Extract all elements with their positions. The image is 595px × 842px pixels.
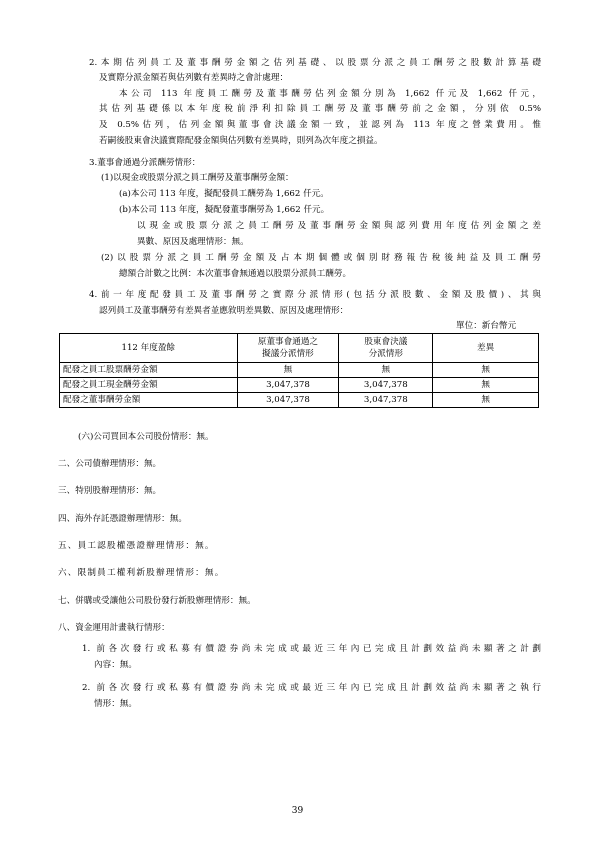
row-difference: 無 [433, 393, 539, 408]
fund-item2-line1: 2. 前各次發行或私募有價證券尚未完成或最近三年內已完成且計劃效益尚未顯著之執行 [82, 683, 541, 693]
row-item: 配發之員工現金酬勞金額 [60, 378, 238, 393]
s43-item-c1: 以現金或股票分派之員工酬勞及董事酬勞金額與認列費用年度估列金額之差 [137, 221, 541, 231]
s43-item-b: (b)本公司 113 年度，擬配發董事酬勞為 1,662 仟元。 [119, 205, 330, 215]
table-row [60, 393, 539, 408]
row-difference: 無 [433, 363, 539, 378]
s42-line3: 本公司 113 年度員工酬勞及董事酬勞估列金額分別為 1,662 仟元及 1,662 仟元， [119, 89, 541, 99]
heading-employee-stock-options: 五、員工認股權憑證辦理情形：無。 [58, 541, 215, 551]
row-shareholders: 無 [339, 363, 433, 378]
header-item: 112 年度盈餘 [60, 334, 238, 363]
header-board-line2: 擬議分派情形 [262, 349, 314, 359]
heading-fund-utilization: 八、資金運用計畫執行情形： [58, 623, 170, 633]
row-board: 無 [237, 363, 339, 378]
s42-line2: 及實際分派金額若與估列數有差異時之會計處理： [99, 73, 289, 83]
header-sh-line1: 股東會決議 [364, 337, 408, 347]
header-sh-line2: 分派情形 [368, 349, 403, 359]
s42-line5: 及 0.5%估列，估列金額與董事會決議金額一致，並認列為 113 年度之營業費用。惟 [99, 120, 541, 130]
s43-title: 3.董事會通過分派酬勞情形： [89, 158, 201, 168]
fund-item1-line1: 1. 前各次發行或私募有價證券尚未完成或最近三年內已完成且計劃效益尚未顯著之計劃 [82, 644, 541, 654]
heading-preferred-shares: 三、特別股辦理情形：無。 [58, 486, 162, 496]
row-item: 配發之員工股票酬勞金額 [60, 363, 238, 378]
bonus-distribution-table [59, 333, 539, 408]
table-row [60, 363, 539, 378]
header-board-line1: 原董事會通過之 [257, 337, 319, 347]
heading-mergers: 七、併購或受讓他公司股份發行新股辦理情形：無。 [58, 596, 256, 606]
row-difference: 無 [433, 378, 539, 393]
header-board [237, 334, 339, 363]
s43-item2-line1: (2)以股票分派之員工酬勞金額及占本期個體或個別財務報告稅後純益及員工酬勞 [101, 253, 541, 263]
s44-line1: 4.前一年度配發員工及董事酬勞之實際分派情形(包括分派股數、金額及股價)、其與 [89, 290, 541, 300]
s43-item-c2: 異數、原因及處理情形：無。 [137, 237, 249, 247]
header-shareholders [339, 334, 433, 363]
table-row [60, 378, 539, 393]
row-board: 3,047,378 [237, 378, 339, 393]
buyback-section: (六)公司買回本公司股份情形：無。 [78, 432, 214, 442]
s43-item1: (1)以現金或股票分派之員工酬勞及董事酬勞金額： [101, 173, 294, 183]
row-shareholders: 3,047,378 [339, 393, 433, 408]
unit-label: 單位：新台幣元 [456, 321, 517, 331]
header-difference: 差異 [433, 334, 539, 363]
s42-line4: 其估列基礎係以本年度稅前淨利扣除員工酬勞及董事酬勞前之金額，分別依 0.5% [99, 104, 541, 114]
fund-item2-line2: 情形：無。 [94, 699, 137, 709]
s43-item2-line2: 總額合計數之比例：本次董事會無通過以股票分派員工酬勞。 [119, 269, 352, 279]
page-number: 39 [291, 806, 304, 816]
s43-item-a: (a)本公司 113 年度，擬配發員工酬勞為 1,662 仟元。 [119, 189, 329, 199]
row-board: 3,047,378 [237, 393, 339, 408]
s42-line1: 2.本期估列員工及董事酬勞金額之估列基礎、以股票分派之員工酬勞之股數計算基礎 [89, 58, 541, 68]
s44-line2: 認列員工及董事酬勞有差異者並應敘明差異數、原因及處理情形： [99, 306, 349, 316]
s42-line6: 若嗣後股東會決議實際配發金額與估列數有差異時，則列為次年度之損益。 [99, 136, 383, 146]
table-header-row [60, 334, 539, 363]
row-shareholders: 3,047,378 [339, 378, 433, 393]
heading-corporate-bonds: 二、公司債辦理情形：無。 [58, 459, 162, 469]
heading-gdr: 四、海外存託憑證辦理情形：無。 [58, 514, 187, 524]
heading-restricted-stock: 六、限制員工權利新股辦理情形：無。 [58, 568, 225, 578]
row-item: 配發之董事酬勞金額 [60, 393, 238, 408]
fund-item1-line2: 內容：無。 [94, 660, 137, 670]
